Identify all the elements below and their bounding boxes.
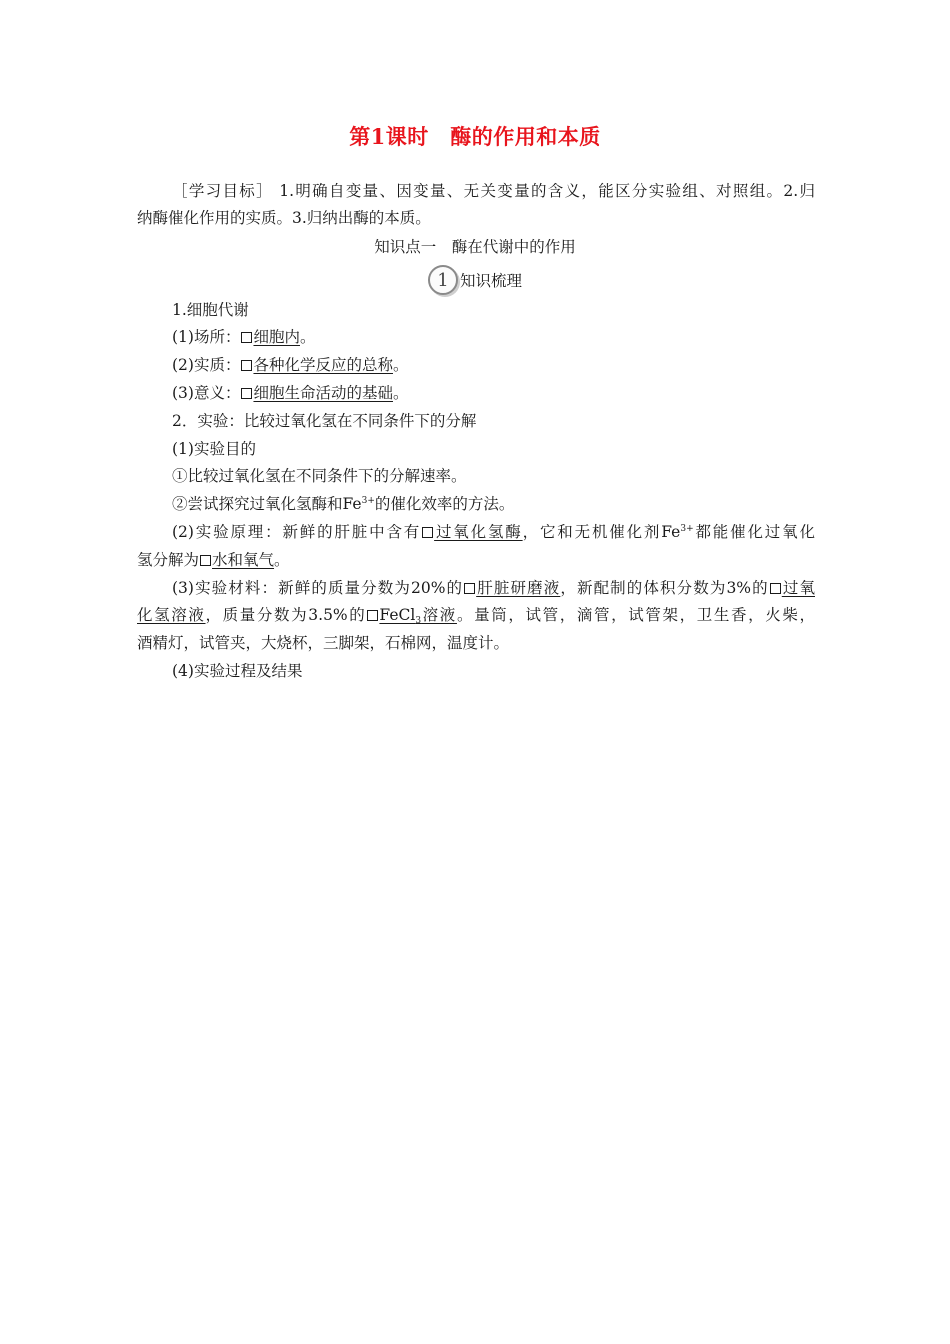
- experiment-title: 2．实验：比较过氧化氢在不同条件下的分解: [172, 412, 477, 430]
- answer-fecl3: FeCl$_3$溶液: [379, 606, 457, 626]
- blank-box-icon: [241, 388, 252, 399]
- principle-line-1: (2)实验原理：新鲜的肝脏中含有 过氧化氢酶，它和无机催化剂$Fe^{3+}$都能催化过氧化: [172, 523, 815, 541]
- blank-box-icon: [367, 610, 378, 621]
- answer-meaning: 细胞生命活动的基础: [253, 384, 393, 402]
- purpose-title: (1)实验目的: [172, 440, 256, 458]
- section-heading: 知识点一 酶在代谢中的作用: [374, 238, 576, 256]
- objectives-line-2: 纳酶催化作用的实质。3.归纳出酶的本质。: [137, 209, 431, 227]
- blank-box-icon: [200, 555, 211, 566]
- blank-box-icon: [464, 583, 475, 594]
- metabolism-title: 1.细胞代谢: [172, 301, 249, 319]
- place-line: (1)场所： 细胞内。: [172, 328, 316, 346]
- materials-line-3: 酒精灯，试管夹，大烧杯，三脚架，石棉网，温度计。: [137, 634, 510, 652]
- objectives-label: ［学习目标］: [172, 182, 273, 200]
- purpose-2: ②尝试探究过氧化氢酶和$Fe^{3+}$的催化效率的方法。: [172, 495, 515, 513]
- number-circle-icon: 1: [428, 265, 458, 295]
- process-title: (4)实验过程及结果: [172, 662, 303, 680]
- blank-box-icon: [422, 527, 433, 538]
- badge-label: 知识梳理: [459, 272, 522, 290]
- knowledge-badge: [0, 265, 950, 295]
- purpose-1: ①比较过氧化氢在不同条件下的分解速率。: [172, 467, 467, 485]
- objectives-line-1: [172, 181, 815, 201]
- essence-line: (2)实质： 各种化学反应的总称。: [172, 356, 409, 374]
- objectives-text-1: 1.明确自变量、因变量、无关变量的含义，能区分实验组、对照组。2.归: [279, 182, 815, 200]
- answer-place: 细胞内: [253, 328, 300, 346]
- lesson-title: 第1课时 酶的作用和本质: [349, 124, 601, 149]
- materials-line-2: 化氢溶液，质量分数为3.5%的 FeCl$_3$溶液。量筒，试管，滴管，试管架，卫生香，火柴，: [137, 606, 815, 626]
- answer-liver-extract: 肝脏研磨液: [476, 579, 561, 597]
- principle-line-2: 氢分解为 水和氧气。: [137, 551, 290, 569]
- answer-h2o2-part2: 化氢溶液: [137, 606, 206, 624]
- blank-box-icon: [770, 583, 781, 594]
- answer-products: 水和氧气: [212, 551, 275, 569]
- materials-line-1: (3)实验材料：新鲜的质量分数为20%的 肝脏研磨液，新配制的体积分数为3%的 过氧: [172, 579, 815, 597]
- answer-h2o2-part1: 过氧: [781, 579, 815, 597]
- blank-box-icon: [241, 360, 252, 371]
- meaning-line: (3)意义： 细胞生命活动的基础。: [172, 384, 409, 402]
- answer-essence: 各种化学反应的总称: [253, 356, 393, 374]
- blank-box-icon: [241, 332, 252, 343]
- answer-enzyme: 过氧化氢酶: [434, 523, 523, 541]
